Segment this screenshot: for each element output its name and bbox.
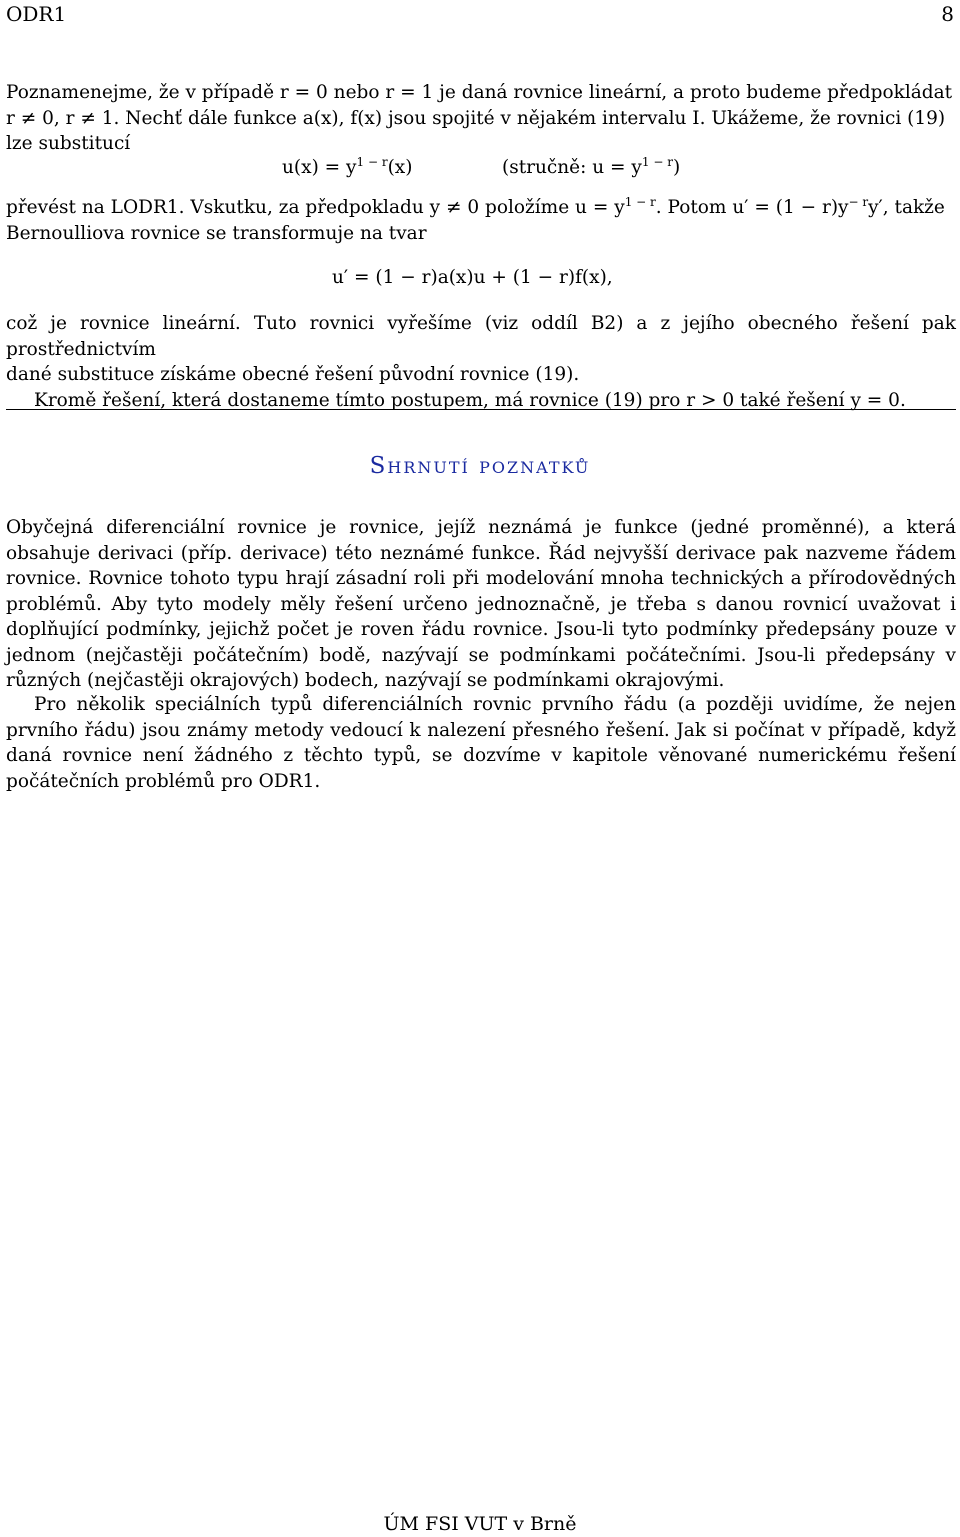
intro-line-1: Poznamenejme, že v případě r = 0 nebo r = 1 je daná rovnice lineární, a proto budeme předpokládat	[6, 82, 953, 103]
transform-exponent-1: 1 − r	[624, 194, 656, 209]
after-equation-paragraph	[6, 311, 956, 413]
transform-text-c: y′, takže	[868, 197, 945, 218]
intro-paragraph	[6, 80, 956, 157]
equation-substitution-left-exponent: 1 − r	[356, 154, 388, 169]
equation-short-text: (stručně: u = y	[502, 157, 642, 178]
equation-substitution-left-end: (x)	[387, 157, 413, 178]
transform-paragraph	[6, 195, 956, 246]
header-title: ODR1	[6, 2, 67, 26]
transform-text-b: . Potom u′ = (1 − r)y	[655, 197, 849, 218]
summary-paragraph-1: Obyčejná diferenciální rovnice je rovnice, jejíž neznámá je funkce (jedné proměnné), a která obsahuje derivaci (příp. derivace) této neznámé funkce. Řád nejvyšší derivace pak nazveme řádem rovnice. Rovnice tohoto typu hrají zásadní roli při modelování mnoha technických a přírodovědných problémů. Aby tyto modely měly řešení určeno jednoznačně, je třeba s danou rovnicí uvažovat i doplňující podmínky, jejichž počet je roven řádu rovnice. Jsou-li tyto podmínky předepsány pouze v jednom (nejčastěji počátečním) bodě, nazývají se podmínkami počátečními. Jsou-li předepsány v různých (nejčastěji okrajových) bodech, nazývají se podmínkami okrajovými.	[6, 517, 956, 691]
transform-line-2: Bernoulliova rovnice se transformuje na tvar	[6, 222, 427, 244]
transform-exponent-2: − r	[848, 194, 869, 209]
equation-substitution	[282, 155, 412, 180]
page-footer: ÚM FSI VUT v Brně	[383, 1513, 577, 1535]
summary-title: Shrnutí poznatků	[369, 453, 591, 479]
intro-line-2: r ≠ 0, r ≠ 1. Nechť dále funkce a(x), f(x) jsou spojité v nějakém intervalu I. Ukážeme, že rovnici (19)	[6, 107, 946, 129]
equation-linear: u′ = (1 − r)a(x)u + (1 − r)f(x),	[332, 267, 613, 288]
after-equation-line-3: Kromě řešení, která dostaneme tímto postupem, má rovnice (19) pro r > 0 také řešení y = 0.	[34, 389, 906, 411]
section-divider	[6, 409, 956, 410]
equation-short-exponent: 1 − r	[641, 154, 673, 169]
summary-paragraph-2: Pro několik speciálních typů diferenciálních rovnic prvního řádu (a později uvidíme, že nejen prvního řádu) jsou známy metody vedoucí k nalezení přesného řešení. Jak si počínat v případě, když daná rovnice není žádného z těchto typů, se dozvíme v kapitole věnované numerickému řešení počátečních problémů pro ODR1.	[6, 694, 956, 792]
equation-short-end: )	[672, 157, 681, 178]
transform-line-1	[6, 195, 956, 221]
page-number: 8	[941, 2, 954, 26]
equation-substitution-short	[502, 155, 680, 180]
after-equation-line-2: dané substituce získáme obecné řešení původní rovnice (19).	[6, 364, 580, 385]
intro-line-3: lze substitucí	[6, 133, 131, 154]
transform-text-a: převést na LODR1. Vskutku, za předpokladu y ≠ 0 položíme u = y	[6, 197, 625, 218]
after-equation-line-1: což je rovnice lineární. Tuto rovnici vyřešíme (viz oddíl B2) a z jejího obecného řešení pak prostřednictvím	[6, 313, 956, 360]
equation-substitution-left: u(x) = y	[282, 157, 357, 178]
